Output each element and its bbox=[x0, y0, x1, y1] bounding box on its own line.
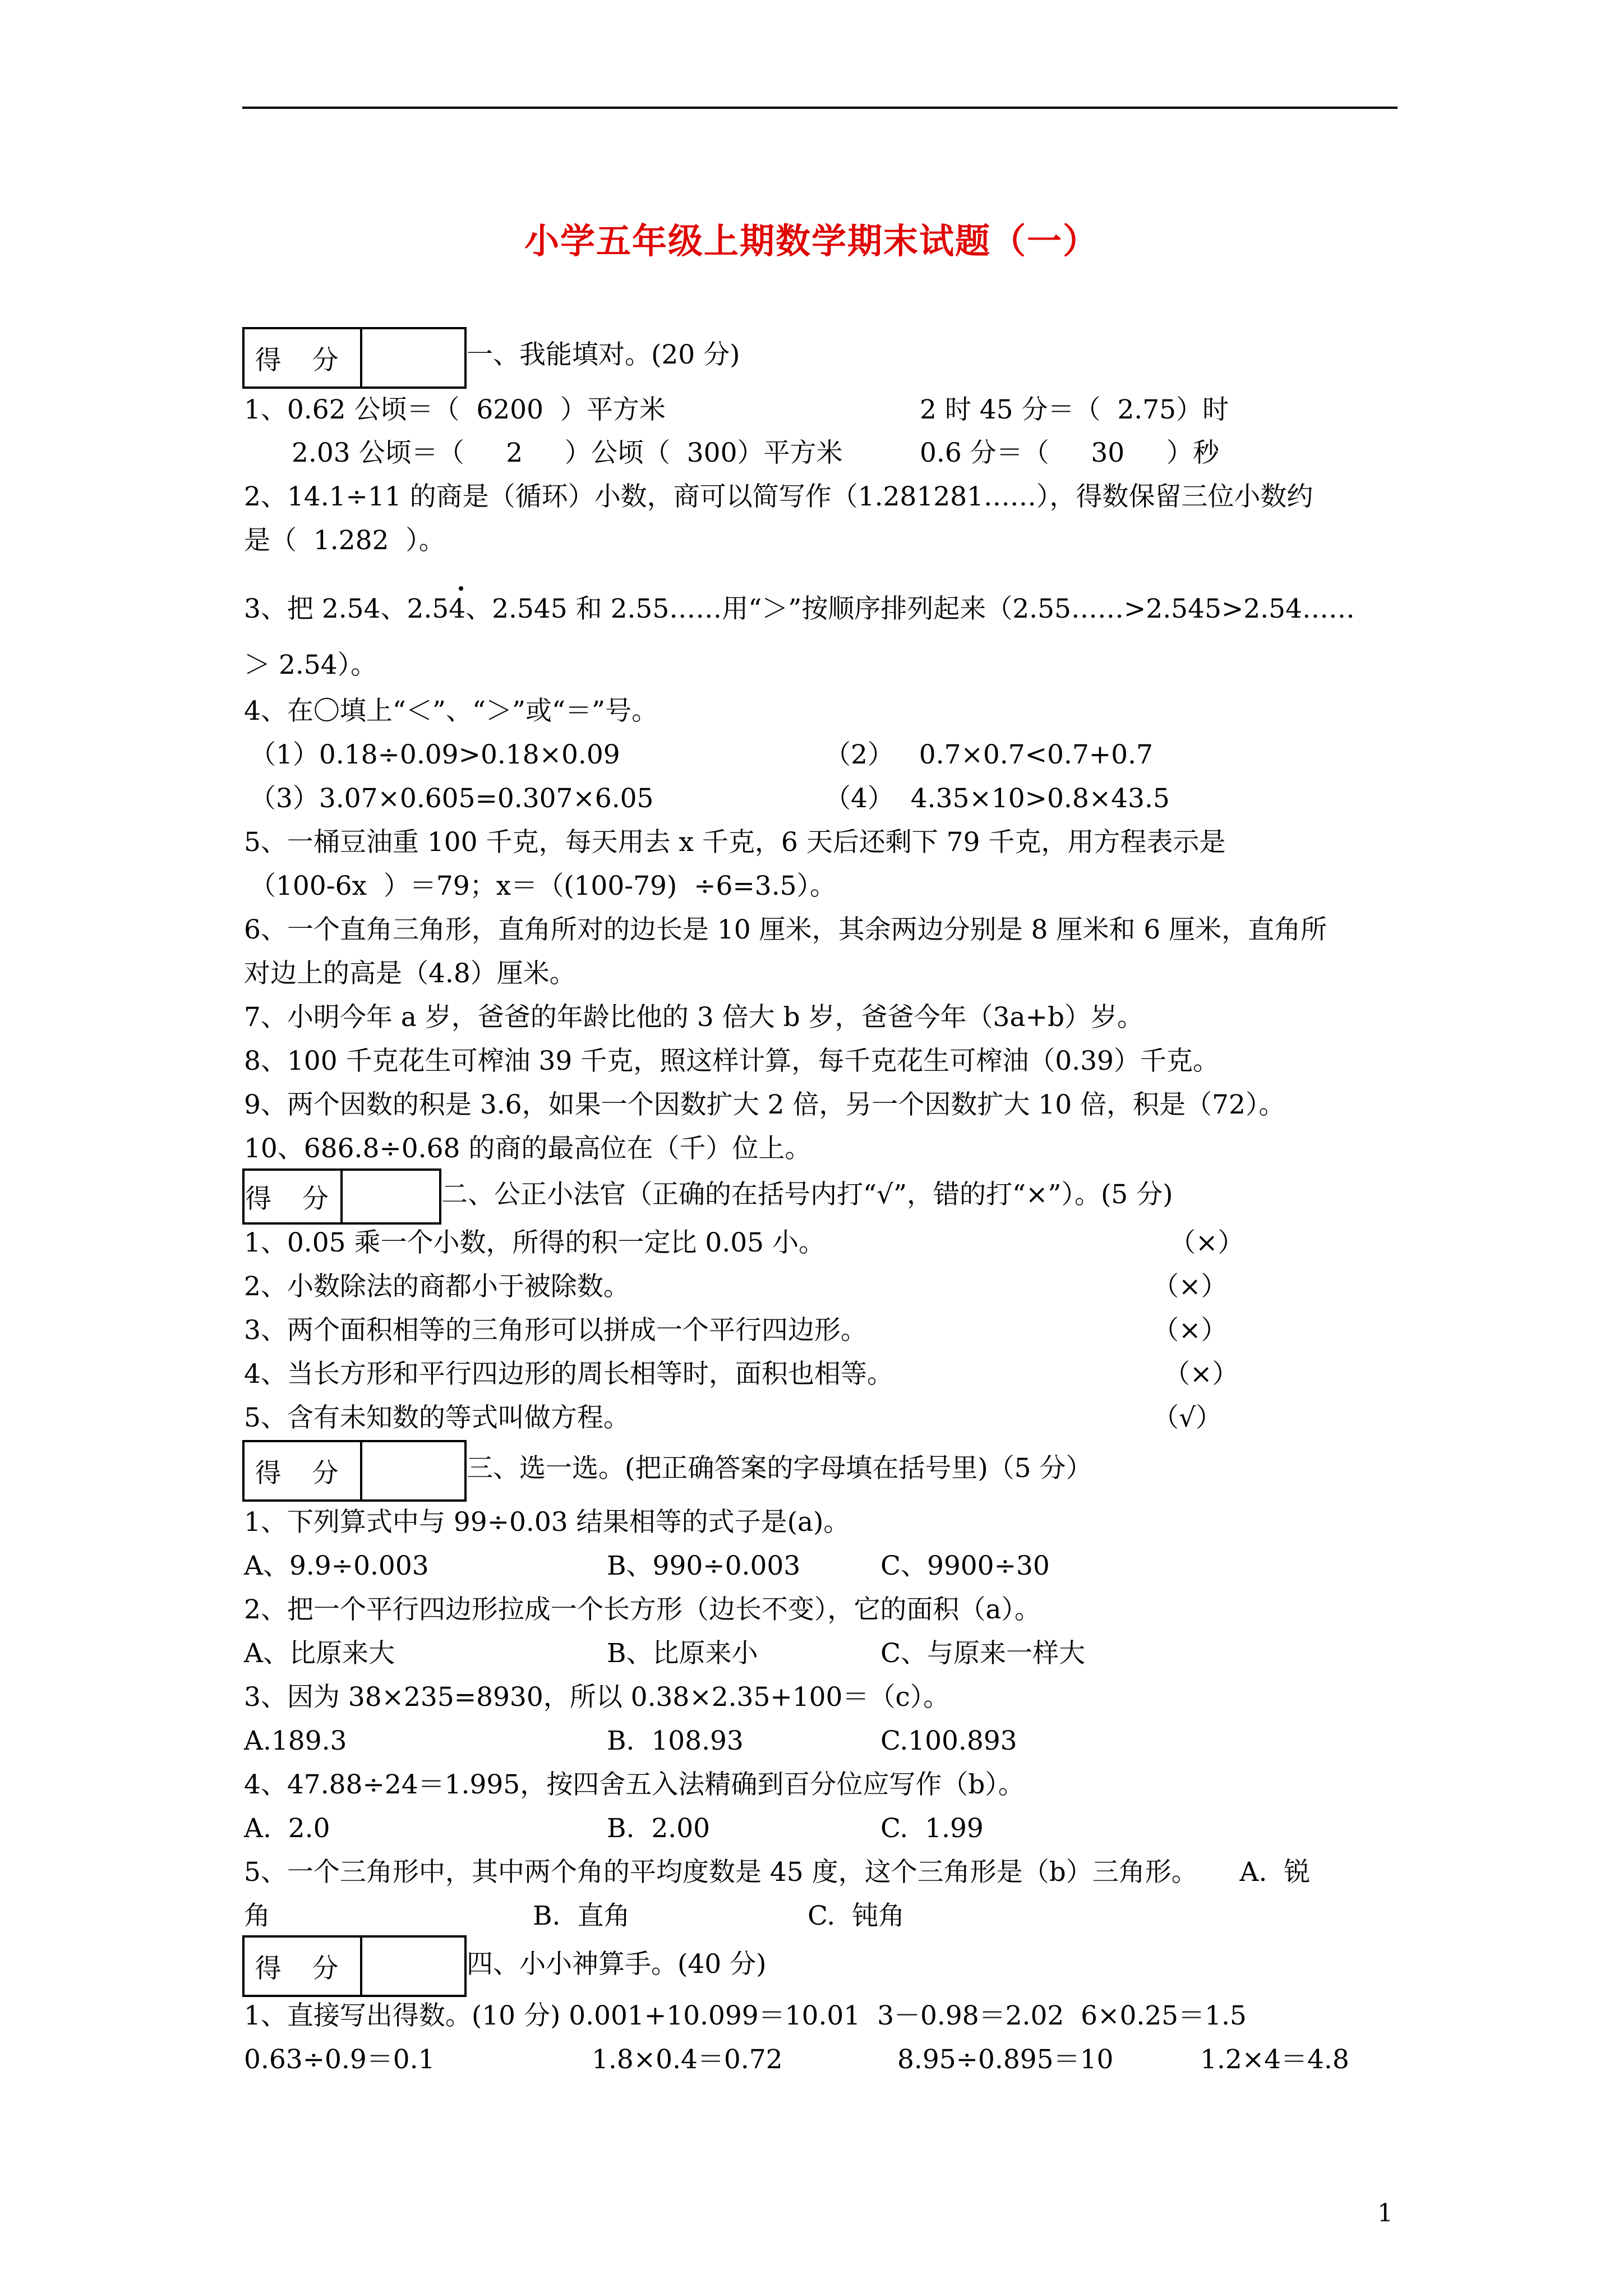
s3-question-cont: 角 bbox=[244, 1901, 270, 1931]
section2-heading: 二、公正小法官（正确的在括号内打“√”，错的打“×”）。(5 分) bbox=[441, 1179, 1173, 1210]
score-box-2 bbox=[242, 1168, 441, 1225]
s3-option: A、9.9÷0.003 bbox=[244, 1550, 429, 1581]
score-label: 得 分 bbox=[245, 1171, 343, 1222]
s4-calc: 0.63÷0.9＝0.1 bbox=[244, 2044, 435, 2075]
s3-option: B、比原来小 bbox=[607, 1638, 758, 1669]
s1-line: 5、一桶豆油重 100 千克，每天用去 x 千克，6 天后还剩下 79 千克，用方程表示是 bbox=[244, 827, 1226, 858]
s4-calc: 1.8×0.4＝0.72 bbox=[592, 2044, 783, 2075]
section4-heading: 四、小小神算手。(40 分) bbox=[467, 1949, 767, 1980]
s1-line: 2、14.1÷11 的商是（循环）小数，商可以简写作（1.281281……），得数保留三位小数约 bbox=[244, 481, 1313, 512]
s1-line: （1）0.18÷0.09>0.18×0.09 bbox=[250, 739, 620, 770]
s3-option: C.100.893 bbox=[880, 1726, 1017, 1756]
s1-line: 4、在〇填上“＜”、“＞”或“＝”号。 bbox=[244, 696, 658, 726]
s3-option: C、与原来一样大 bbox=[880, 1638, 1085, 1669]
s1-line: 7、小明今年 a 岁，爸爸的年龄比他的 3 倍大 b 岁，爸爸今年（3a+b）岁。 bbox=[244, 1002, 1144, 1033]
s3-question: 1、下列算式中与 99÷0.03 结果相等的式子是(a)。 bbox=[244, 1507, 850, 1538]
s3-question: 2、把一个平行四边形拉成一个长方形（边长不变），它的面积（a）。 bbox=[244, 1594, 1041, 1625]
s2-question: 4、当长方形和平行四边形的周长相等时，面积也相等。 bbox=[244, 1359, 893, 1389]
score-box-1 bbox=[242, 327, 467, 389]
repeating-decimal-dot bbox=[459, 586, 463, 591]
s3-question: 3、因为 38×235=8930，所以 0.38×2.35+100＝（c）。 bbox=[244, 1682, 950, 1713]
s3-option: B、990÷0.003 bbox=[607, 1550, 801, 1581]
s4-calc: 1.2×4＝4.8 bbox=[1200, 2044, 1349, 2075]
s1-line: 6、一个直角三角形，直角所对的边长是 10 厘米，其余两边分别是 8 厘米和 6 厘米，直角所 bbox=[244, 914, 1327, 945]
s2-question: 5、含有未知数的等式叫做方程。 bbox=[244, 1402, 630, 1433]
s2-question: 1、0.05 乘一个小数，所得的积一定比 0.05 小。 bbox=[244, 1227, 826, 1258]
s2-question: 3、两个面积相等的三角形可以拼成一个平行四边形。 bbox=[244, 1315, 867, 1346]
section3-heading: 三、选一选。(把正确答案的字母填在括号里)（5 分） bbox=[467, 1453, 1092, 1484]
s2-answer: （×） bbox=[1164, 1359, 1239, 1389]
s2-question: 2、小数除法的商都小于被除数。 bbox=[244, 1271, 630, 1302]
s3-option: C. 1.99 bbox=[880, 1813, 984, 1844]
top-rule bbox=[242, 107, 1398, 109]
s1-line: 8、100 千克花生可榨油 39 千克，照这样计算，每千克花生可榨油（0.39）千克。 bbox=[244, 1046, 1219, 1076]
s1-line: 2 时 45 分＝（ 2.75）时 bbox=[920, 394, 1229, 425]
score-label: 得 分 bbox=[245, 1938, 362, 1995]
s1-line: 1、0.62 公顷＝（ 6200 ）平方米 bbox=[244, 394, 666, 425]
s1-line: （4） 4.35×10>0.8×43.5 bbox=[824, 783, 1170, 814]
s2-answer: （×） bbox=[1169, 1227, 1244, 1258]
s4-line: 1、直接写出得数。(10 分) 0.001+10.099＝10.01 3－0.98＝2.02 6×0.25＝1.5 bbox=[244, 2000, 1247, 2031]
s3-option: C、9900÷30 bbox=[880, 1550, 1050, 1581]
s1-line: 3、把 2.54、2.54、2.545 和 2.55……用“＞”按顺序排列起来（2.55……>2.545>2.54…… bbox=[244, 593, 1355, 624]
score-box-3 bbox=[242, 1440, 467, 1502]
s3-option: C. 钝角 bbox=[808, 1901, 905, 1931]
score-box-4 bbox=[242, 1935, 467, 1997]
section1-heading: 一、我能填对。(20 分) bbox=[467, 339, 740, 370]
s1-line: 对边上的高是（4.8）厘米。 bbox=[244, 958, 576, 989]
s1-line: （100-6x ）＝79；x＝（(100-79) ÷6=3.5）。 bbox=[250, 871, 837, 901]
s3-option: B. 108.93 bbox=[607, 1726, 744, 1756]
s1-line: 9、两个因数的积是 3.6，如果一个因数扩大 2 倍，另一个因数扩大 10 倍，积是（72）。 bbox=[244, 1089, 1285, 1120]
page-number: 1 bbox=[1377, 2199, 1393, 2228]
s1-line: 是（ 1.282 ）。 bbox=[244, 525, 445, 556]
s2-answer: （√） bbox=[1152, 1402, 1222, 1433]
s1-line: （2） 0.7×0.7<0.7+0.7 bbox=[824, 739, 1153, 770]
s3-question: 5、一个三角形中，其中两个角的平均度数是 45 度，这个三角形是（b）三角形。 A. 锐 bbox=[244, 1857, 1311, 1888]
s3-option: B. 直角 bbox=[533, 1901, 630, 1931]
page-title: 小学五年级上期数学期末试题（一） bbox=[524, 220, 1099, 261]
s1-line: 2.03 公顷＝（ 2 ）公顷（ 300）平方米 bbox=[292, 438, 843, 468]
s4-calc: 8.95÷0.895＝10 bbox=[897, 2044, 1114, 2075]
s3-option: A.189.3 bbox=[244, 1726, 347, 1756]
s2-answer: （×） bbox=[1152, 1315, 1228, 1346]
s1-line: ＞ 2.54）。 bbox=[244, 650, 377, 680]
s3-option: B. 2.00 bbox=[607, 1813, 711, 1844]
s3-option: A、比原来大 bbox=[244, 1638, 395, 1669]
s1-line: 0.6 分＝（ 30 ）秒 bbox=[920, 438, 1219, 468]
s1-line: 10、686.8÷0.68 的商的最高位在（千）位上。 bbox=[244, 1133, 811, 1164]
s3-option: A. 2.0 bbox=[244, 1813, 330, 1844]
score-label: 得 分 bbox=[245, 329, 362, 386]
s3-question: 4、47.88÷24＝1.995，按四舍五入法精确到百分位应写作（b）。 bbox=[244, 1769, 1025, 1800]
s1-line: （3）3.07×0.605=0.307×6.05 bbox=[250, 783, 654, 814]
s2-answer: （×） bbox=[1152, 1271, 1228, 1302]
score-label: 得 分 bbox=[245, 1442, 362, 1499]
